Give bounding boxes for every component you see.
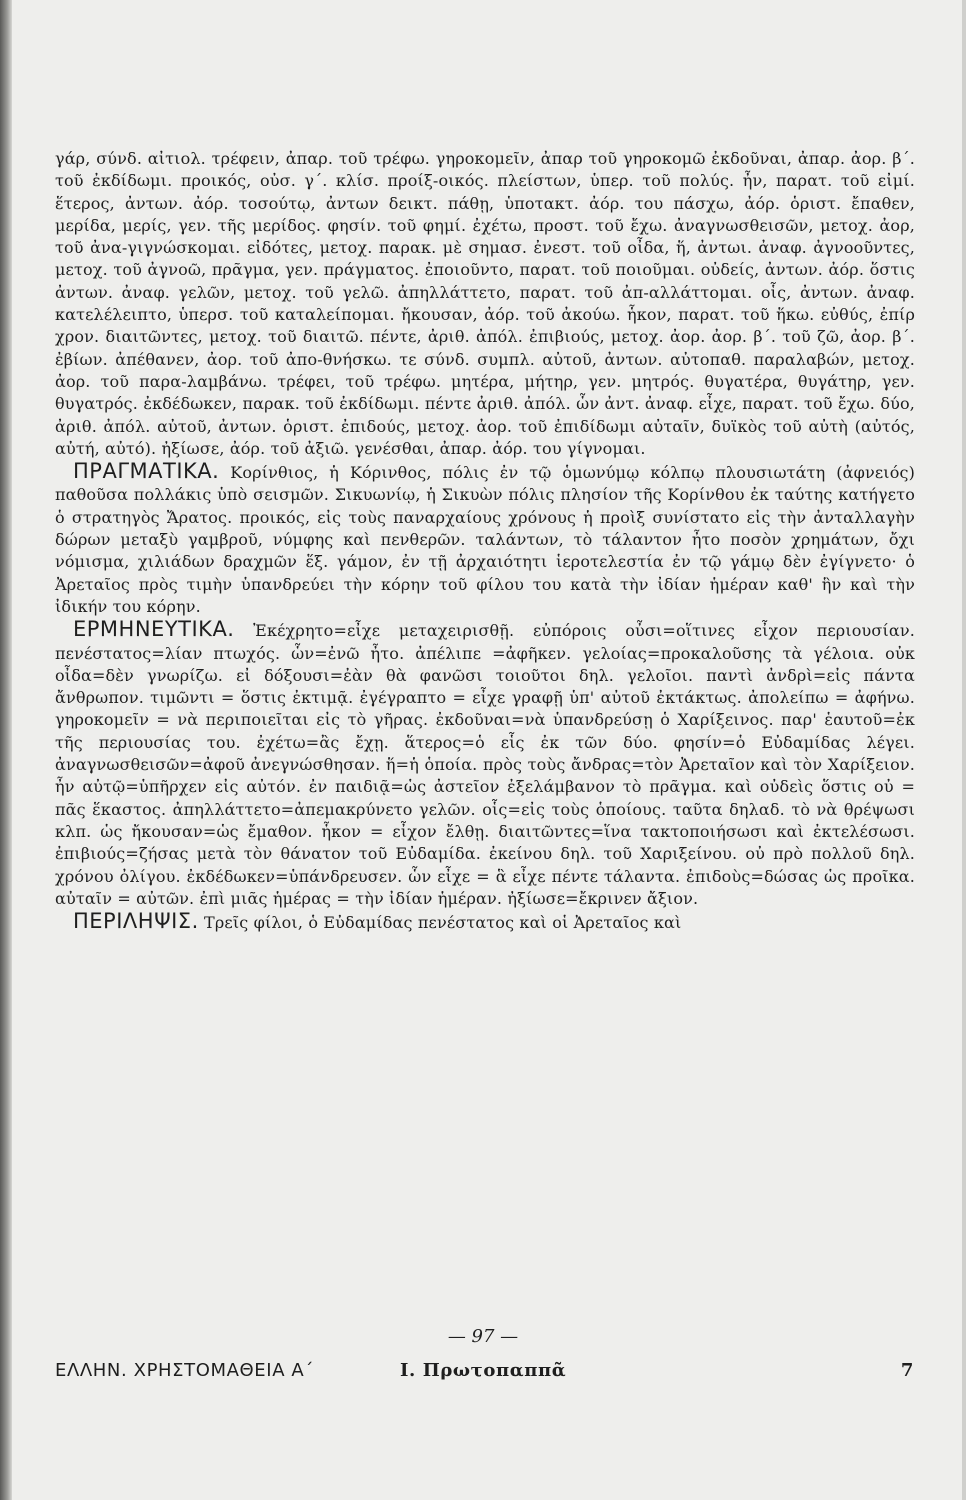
vocabulary-paragraph: γάρ, σύνδ. αἰτιολ. τρέφειν, ἀπαρ. τοῦ τρέφω. γηροκομεῖν, ἀπαρ τοῦ γηροκομῶ ἐκδοῦναι, ἀπαρ. ἀορ. β΄. τοῦ ἐκδίδωμι. προικός, οὐσ. γ΄. κλίσ. προίξ-οικός. πλείστων, ὑπερ. τοῦ πολύς. ἦν, παρατ. τοῦ εἰμί. ἕτερος, ἀντων. ἀόρ. τοσούτῳ, ἀντων δεικτ. πάθῃ, ὑποτακτ. ἀόρ. του πάσχω, ἀόρ. ὁριστ. ἔπαθεν, μερίδα, μερίς, γεν. τῆς μερίδος. φησίν. τοῦ φημί. ἐχέτω, προστ. τοῦ ἔχω. ἀναγνωσθεισῶν, μετοχ. ἀορ, τοῦ ἀνα-γιγνώσκομαι. εἰδότες, μετοχ. παρακ. μὲ σημασ. ἐνεστ. τοῦ οἶδα, ἥ, ἀντωι. ἀναφ. ἀγνοοῦντες, μετοχ. τοῦ ἀγνοῶ, πρᾶγμα, γεν. πράγματος. ἐποιοῦντο, παρατ. τοῦ ποιοῦμαι. οὐδείς, ἀντων. ἀόρ. ὅστις ἀντων. ἀναφ. γελῶν, μετοχ. τοῦ γελῶ. ἀπηλλάττετο, παρατ. τοῦ ἀπ-αλλάττομαι. οἷς, ἀντων. ἀναφ. κατελέλειπτο, ὑπερσ. τοῦ καταλείπομαι. ἤκουσαν, ἀόρ. τοῦ ἀκούω. ἧκον, παρατ. τοῦ ἥκω. εὐθύς, ἐπίρ χρον. διαιτῶντες, μετοχ. τοῦ διαιτῶ. πέντε, ἀριθ. ἀπόλ. ἐπιβιούς, μετοχ. ἀορ. ἀορ. β΄. τοῦ ζῶ, ἀορ. β΄. ἐβίων. ἀπέθανεν, ἀορ. τοῦ ἀπο-θνήσκω. τε σύνδ. συμπλ. αὐτοῦ, ἀντων. αὐτοπαθ. παραλαβών, μετοχ. ἀορ. τοῦ παρα-λαμβάνω. τρέφει, τοῦ τρέφω. μητέρα, μήτηρ, γεν. μητρός. θυγατέρα, θυγάτηρ, γεν. θυγατρός. ἐκδέδωκεν, παρακ. τοῦ ἐκδίδωμι. πέντε ἀριθ. ἀπόλ. ὧν ἀντ. ἀναφ. εἶχε, παρατ. τοῦ ἔχω. δύο, ἀριθ. ἀπόλ. αὐτοῦ, ἀντων. ὁριστ. ἐπιδούς, μετοχ. ἀορ. τοῦ ἐπιδίδωμι αὐταῖν, δυϊκὸς τοῦ αὐτὴ (αὐτός, αὐτή, αὐτό). ἠξίωσε, ἀόρ. τοῦ ἀξιῶ. γενέσθαι, ἀπαρ. ἀόρ. του γίγνομαι. bbox=[55, 149, 915, 458]
section-pragmatika bbox=[55, 460, 915, 618]
book-binding-shadow bbox=[0, 0, 12, 1500]
section-heading: ΠΕΡΙΛΗΨΙΣ. bbox=[73, 909, 199, 934]
footer-sheet-number: 7 bbox=[900, 1360, 914, 1381]
section-text: Τρεῖς φίλοι, ὁ Εὐδαμίδας πενέστατος καὶ οἱ Ἀρεταῖος καὶ bbox=[204, 913, 682, 933]
section-heading: ΠΡΑΓΜΑΤΙΚΑ. bbox=[73, 459, 220, 484]
footer-author: Ι. Πρωτοπαππᾶ bbox=[400, 1360, 567, 1381]
footer-book-title: ΕΛΛΗΝ. ΧΡΗΣΤΟΜΑΘΕΙΑ Α΄ bbox=[55, 1360, 314, 1381]
page-body bbox=[55, 148, 915, 934]
page-number: — 97 — bbox=[447, 1326, 519, 1347]
section-perilipsis bbox=[55, 910, 915, 934]
section-heading: ΕΡΜΗΝΕΥΤΙΚΑ. bbox=[73, 617, 235, 642]
section-text: Κορίνθιος, ἡ Κόρινθος, πόλις ἐν τῷ ὁμωνύμῳ κόλπῳ πλουσιωτάτη (ἀφνειός) παθοῦσα πολλάκις ὑπὸ σεισμῶν. Σικυωνίῳ, ἡ Σικυὼν πόλις πλησίον τῆς Κορίνθου ἐκ ταύτης κατήγετο ὁ στρατηγὸς Ἄρατος. προικός, εἰς τοὺς παναρχαίους χρόνους ἡ προὶξ συνίστατο εἰς τὴν ἀνταλλαγὴν δώρων μεταξὺ γαμβροῦ, νύμφης καὶ πενθερῶν. ταλάντων, τὸ τάλαντον ἦτο ποσὸν χρημάτων, ὄχι νόμισμα, χιλιάδων δραχμῶν ἕξ. γάμον, ἐν τῇ ἀρχαιότητι ἱεροτελεστία ἐν τῷ γάμῳ δὲν ἐγίγνετο· ὁ Ἀρεταῖος πρὸς τιμὴν ὑπανδρεύει τὴν κόρην τοῦ φίλου του κατὰ τὴν ἰδίαν ἡμέραν καθ' ἣν καὶ τὴν ἰδικήν του κόρην. bbox=[55, 463, 915, 616]
section-ermineftika bbox=[55, 618, 915, 910]
section-text: Ἐκέχρητο=εἶχε μεταχειρισθῇ. εὐπόροις οὖσι=οἵτινες εἶχον περιουσίαν. πενέστατος=λίαν πτωχός. ὧν=ἐνῶ ἦτο. ἀπέλιπε =ἀφῆκεν. γελοίας=προκαλοῦσης τὰ γέλοια. οὐκ οἶδα=δὲν γνωρίζω. εἰ δόξουσι=ἐὰν θὰ φανῶσι τοιοῦτοι δηλ. γελοῖοι. παντὶ ἀνδρὶ=εἰς πάντα ἄνθρωπον. τιμῶντι = ὅστις ἐκτιμᾷ. ἐγέγραπτο = εἶχε γραφῇ ὑπ' αὐτοῦ ἐκτάκτως. ἀπολείπω = ἀφήνω. γηροκομεῖν = νὰ περιποιεῖται εἰς τὸ γῆρας. ἐκδοῦναι=νὰ ὑπανδρεύσῃ ὁ Χαρίξεινος. παρ' ἑαυτοῦ=ἐκ τῆς περιουσίας του. ἐχέτω=ἂς ἔχῃ. ἅτερος=ὁ εἷς ἐκ τῶν δύο. φησίν=ὁ Εὐδαμίδας λέγει. ἀναγνωσθεισῶν=ἀφοῦ ἀνεγνώσθησαν. ἥ=ἡ ὁποία. πρὸς τοὺς ἄνδρας=τὸν Ἀρεταῖον καὶ τὸν Χαρίξειον. ἦν αὐτῷ=ὑπῆρχεν εἰς αὐτόν. ἐν παιδιᾷ=ὡς ἀστεῖον ἐξελάμβανον τὸ πρᾶγμα. καὶ οὐδεὶς ὅστις οὐ = πᾶς ἕκαστος. ἀπηλλάττετο=ἀπεμακρύνετο γελῶν. οἷς=εἰς τοὺς ὁποίους. ταῦτα δηλαδ. τὸ νὰ θρέψωσι κλπ. ὡς ἤκουσαν=ὡς ἔμαθον. ἧκον = εἶχον ἔλθῃ. διαιτῶντες=ἵνα τακτοποιήσωσι καὶ ἐκτελέσωσι. ἐπιβιούς=ζήσας μετὰ τὸν θάνατον τοῦ Εὐδαμίδα. ἐκείνου δηλ. τοῦ Χαριξείνου. οὐ πρὸ πολλοῦ δηλ. χρόνου ὀλίγου. ἐκδέδωκεν=ὑπάνδρευσεν. ὧν εἶχε = ἃ εἶχε πέντε τάλαντα. ἐπιδοὺς=δώσας ὡς προῖκα. αὐταῖν = αὐτῶν. ἐπὶ μιᾶς ἡμέρας = τὴν ἰδίαν ἡμέραν. ἠξίωσε=ἔκρινεν ἄξιον. bbox=[55, 621, 915, 908]
page-edge bbox=[962, 0, 966, 1500]
